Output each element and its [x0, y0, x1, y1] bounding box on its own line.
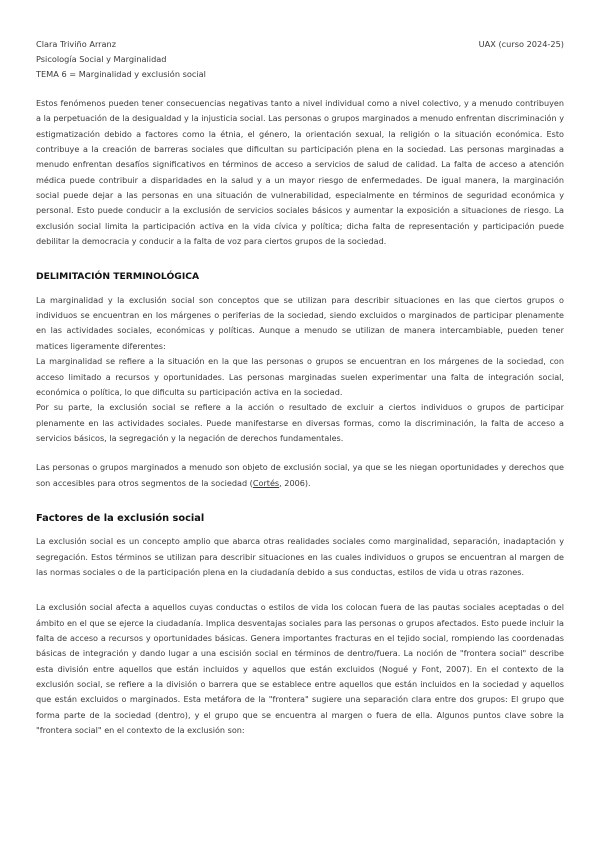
terminology-paragraph-4-text: Las personas o grupos marginados a menudo son objeto de exclusión social, ya que se les niegan oportunidades y derechos que son accesibles para otros segmentos de la sociedad (: [36, 462, 564, 488]
intro-paragraph: Estos fenómenos pueden tener consecuencias negativas tanto a nivel individual como a nivel colectivo, y a menudo contribuyen a la perpetuación de la desigualdad y la injusticia social. Las personas o grupos marginados a menudo enfrentan discriminación y estigmatización debido a factores como la étnia, el género, la orientación sexual, la religión o la situación económica. Esto contribuye a la creación de barreras sociales que dificultan su participación plena en la sociedad. Las personas marginadas a menudo enfrentan desafíos significativos en términos de acceso a servicios de salud de calidad. La falta de acceso a atención médica puede contribuir a disparidades en la salud y a un mayor riesgo de enfermedades. De igual manera, la marginación social puede dejar a las personas en una situación de vulnerabilidad, especialmente en términos de seguridad económica y personal. Esto puede conducir a la exclusión de servicios sociales básicos y aumentar la exposición a situaciones de riesgo. La exclusión social limita la participación activa en la vida cívica y política; dicha falta de representación y participación puede debilitar la democracia y conducir a la falta de voz para ciertos grupos de la sociedad.: [36, 98, 564, 247]
factors-paragraph-1: La exclusión social es un concepto amplio que abarca otras realidades sociales como marginalidad, separación, inadaptación y segregación. Estos términos se utilizan para describir situaciones en las cuales individuos o grupos se encuentran al margen de las normas sociales o de la participación plena en la ciudadanía debido a sus conductas, estilos de vida u otras razones.: [36, 536, 564, 577]
subject-name: Psicología Social y Marginalidad: [36, 54, 167, 64]
factors-paragraph-2: La exclusión social afecta a aquellos cuyas conductas o estilos de vida los colocan fuera de las pautas sociales aceptadas o del ámbito en el que se ejerce la ciudadanía. Implica desventajas sociales para las personas o grupos afectados. Esto puede incluir la falta de acceso a recursos y oportunidades básicas. Genera importantes fracturas en el tejido social, rompiendo las coordenadas básicas de integración y dando lugar a una escisión social en términos de dentro/fuera. La noción de "frontera social" describe esta división entre aquellos que están incluidos y aquellos que están excluidos (Nogué y Font, 2007). En el contexto de la exclusión social, se refiere a la división o barrera que se establece entre aquellos que están incluidos en la sociedad y aquellos que están excluidos o marginados. Esta metáfora de la "frontera" sugiere una separación clara entre dos grupos: El grupo que forma parte de la sociedad (dentro), y el grupo que se encuentra al margen o fuera de ella. Algunos puntos clave sobre la "frontera social" en el contexto de la exclusión son:: [36, 602, 564, 736]
terminology-paragraph-2: La marginalidad se refiere a la situación en la que las personas o grupos se encuentran en los márgenes de la sociedad, con acceso limitado a recursos y oportunidades. Las personas marginadas suelen experimentar una falta de integración social, económica o política, lo que dificulta su participación activa en la sociedad.: [36, 356, 564, 397]
document-body: [36, 96, 564, 738]
citation-link[interactable]: Cortés: [252, 477, 280, 488]
spacer: [36, 285, 564, 293]
section-heading-factors: Factores de la exclusión social: [36, 512, 205, 524]
terminology-paragraph-4-end: , 2006).: [279, 477, 311, 488]
spacer: [36, 526, 564, 534]
terminology-paragraph-3: Por su parte, la exclusión social se refiere a la acción o resultado de excluir a ciertos individuos o grupos de participar plenamente en las actividades sociales. Puede manifestarse en diversas formas, como la discriminación, la falta de acceso a servicios básicos, la segregación y la negación de derechos fundamentales.: [36, 402, 564, 443]
terminology-paragraph-4: [36, 460, 564, 491]
spacer: [36, 580, 564, 600]
topic-title: TEMA 6 = Marginalidad y exclusión social: [36, 69, 206, 79]
page-header: [36, 37, 564, 82]
author-name: Clara Triviño Arranz: [36, 39, 117, 49]
spacer: [36, 446, 564, 460]
section-heading-terminology: DELIMITACIÓN TERMINOLÓGICA: [36, 271, 200, 283]
spacer: [36, 249, 564, 269]
course-label: UAX (curso 2024-25): [478, 39, 564, 49]
terminology-paragraph-1: La marginalidad y la exclusión social son conceptos que se utilizan para describir situaciones en las que ciertos grupos o individuos se encuentran en los márgenes o periferias de la sociedad, siendo excluidos o marginados de participar plenamente en las actividades sociales, económicas y políticas. Aunque a menudo se utilizan de manera intercambiable, pueden tener matices ligeramente diferentes:: [36, 294, 564, 351]
spacer: [36, 491, 564, 511]
